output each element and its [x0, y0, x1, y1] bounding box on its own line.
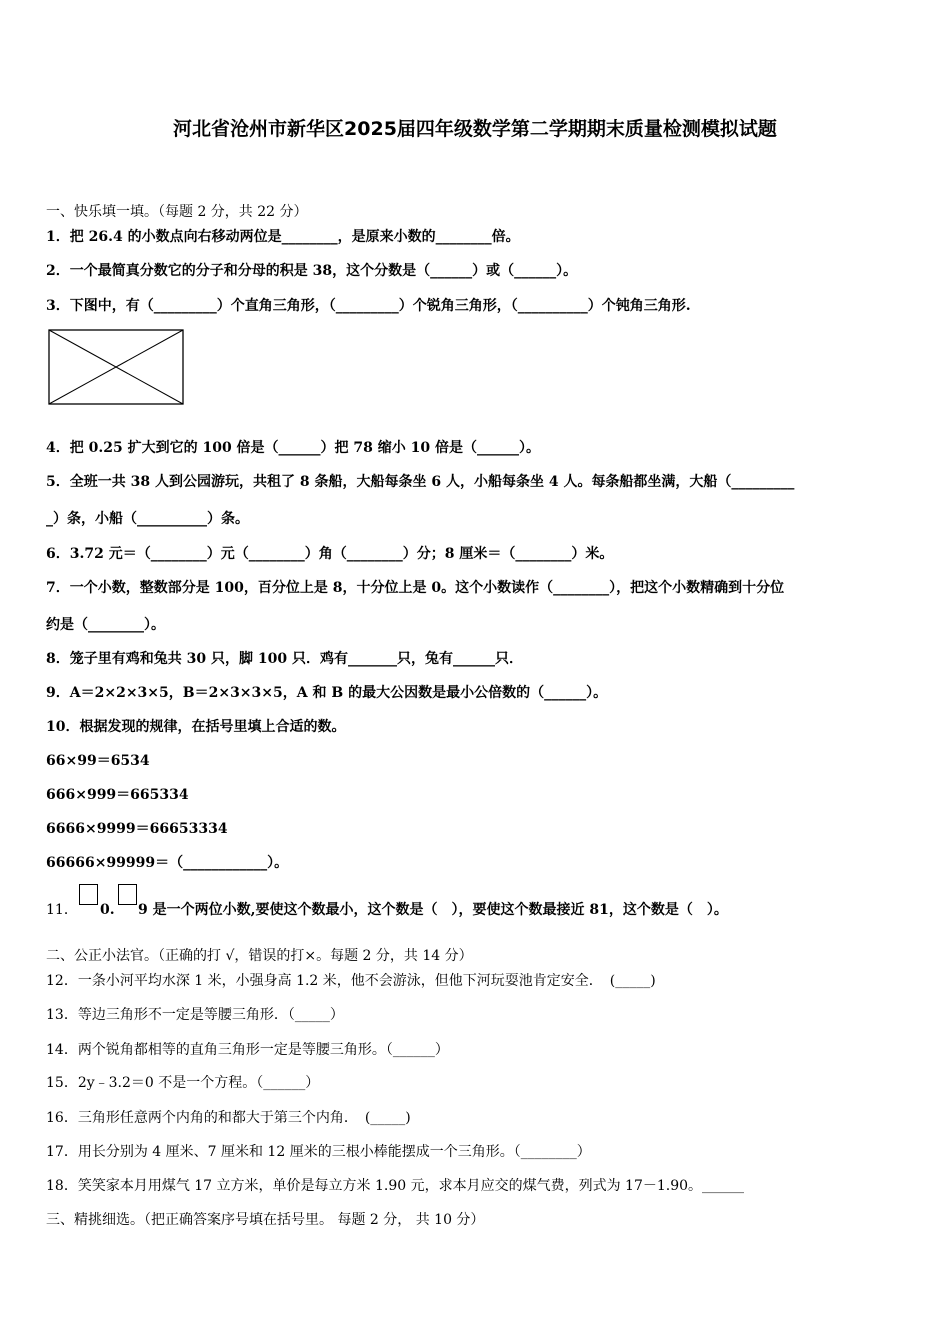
question-11-decimal-point: 0.	[100, 902, 115, 918]
question-18: 18．笑笑家本月用煤气 17 立方米，单价是每立方米 1.90 元，求本月应交的煤气费，列式为 17－1.90。______	[46, 1178, 745, 1194]
question-3: 3．下图中，有（_________）个直角三角形，（_________）个锐角三角形，（__________）个钝角三角形.	[46, 298, 691, 314]
pattern-line-2: 666×999＝665334	[46, 787, 189, 803]
question-17: 17．用长分别为 4 厘米、7 厘米和 12 厘米的三根小棒能摆成一个三角形。（________）	[46, 1144, 591, 1160]
question-1: 1．把 26.4 的小数点向右移动两位是________，是原来小数的________倍。	[46, 229, 520, 245]
rectangle-diagonals-figure	[48, 328, 186, 406]
question-10: 10．根据发现的规律，在括号里填上合适的数。	[46, 719, 346, 735]
question-16: 16．三角形任意两个内角的和都大于第三个内角． (_____)	[46, 1110, 411, 1126]
question-5-line-2: _）条，小船（__________）条。	[46, 511, 249, 527]
question-15: 15．2y﹣3.2＝0 不是一个方程。（______）	[46, 1075, 320, 1091]
page-title: 河北省沧州市新华区2025届四年级数学第二学期期末质量检测模拟试题	[173, 118, 777, 140]
question-2: 2．一个最简真分数它的分子和分母的积是 38，这个分数是（______）或（______）。	[46, 263, 578, 279]
question-9: 9．A＝2×2×3×5，B＝2×3×3×5，A 和 B 的最大公因数是最小公倍数的（______）。	[46, 685, 608, 701]
question-14: 14．两个锐角都相等的直角三角形一定是等腰三角形。（______）	[46, 1042, 449, 1058]
question-6: 6．3.72 元＝（________）元（________）角（________）分；8 厘米＝（________）米。	[46, 546, 614, 562]
digit-box-1	[79, 884, 98, 905]
question-4: 4．把 0.25 扩大到它的 100 倍是（______）把 78 缩小 10 倍是（______）。	[46, 440, 541, 456]
question-11-number: 11．	[46, 902, 78, 918]
question-7-line-1: 7．一个小数，整数部分是 100，百分位上是 8，十分位上是 0。这个小数读作（________），把这个小数精确到十分位	[46, 580, 785, 596]
pattern-line-1: 66×99＝6534	[46, 753, 150, 769]
question-5-line-1: 5．全班一共 38 人到公园游玩，共租了 8 条船，大船每条坐 6 人，小船每条坐 4 人。每条船都坐满，大船（_________	[46, 474, 795, 490]
pattern-line-3: 6666×9999＝66653334	[46, 821, 228, 837]
pattern-line-4: 66666×99999＝（____________）。	[46, 855, 289, 871]
question-12: 12．一条小河平均水深 1 米，小强身高 1.2 米，他不会游泳，但他下河玩耍池肯定安全． (_____)	[46, 973, 656, 989]
section-3-heading: 三、精挑细选。（把正确答案序号填在括号里。 每题 2 分， 共 10 分）	[46, 1212, 485, 1228]
digit-box-2	[118, 884, 137, 905]
question-7-line-2: 约是（________）。	[46, 617, 165, 633]
section-1-heading: 一、快乐填一填。（每题 2 分，共 22 分）	[46, 204, 308, 220]
section-2-heading: 二、公正小法官。（正确的打 √，错误的打×。每题 2 分，共 14 分）	[46, 948, 473, 964]
question-13: 13．等边三角形不一定是等腰三角形．（_____）	[46, 1007, 344, 1023]
question-8: 8．笼子里有鸡和兔共 30 只，脚 100 只．鸡有_______只，兔有______只．	[46, 651, 523, 667]
question-11-text: 9 是一个两位小数,要使这个数最小，这个数是（ ），要使这个数最接近 81，这个数是（ ）。	[138, 902, 728, 918]
